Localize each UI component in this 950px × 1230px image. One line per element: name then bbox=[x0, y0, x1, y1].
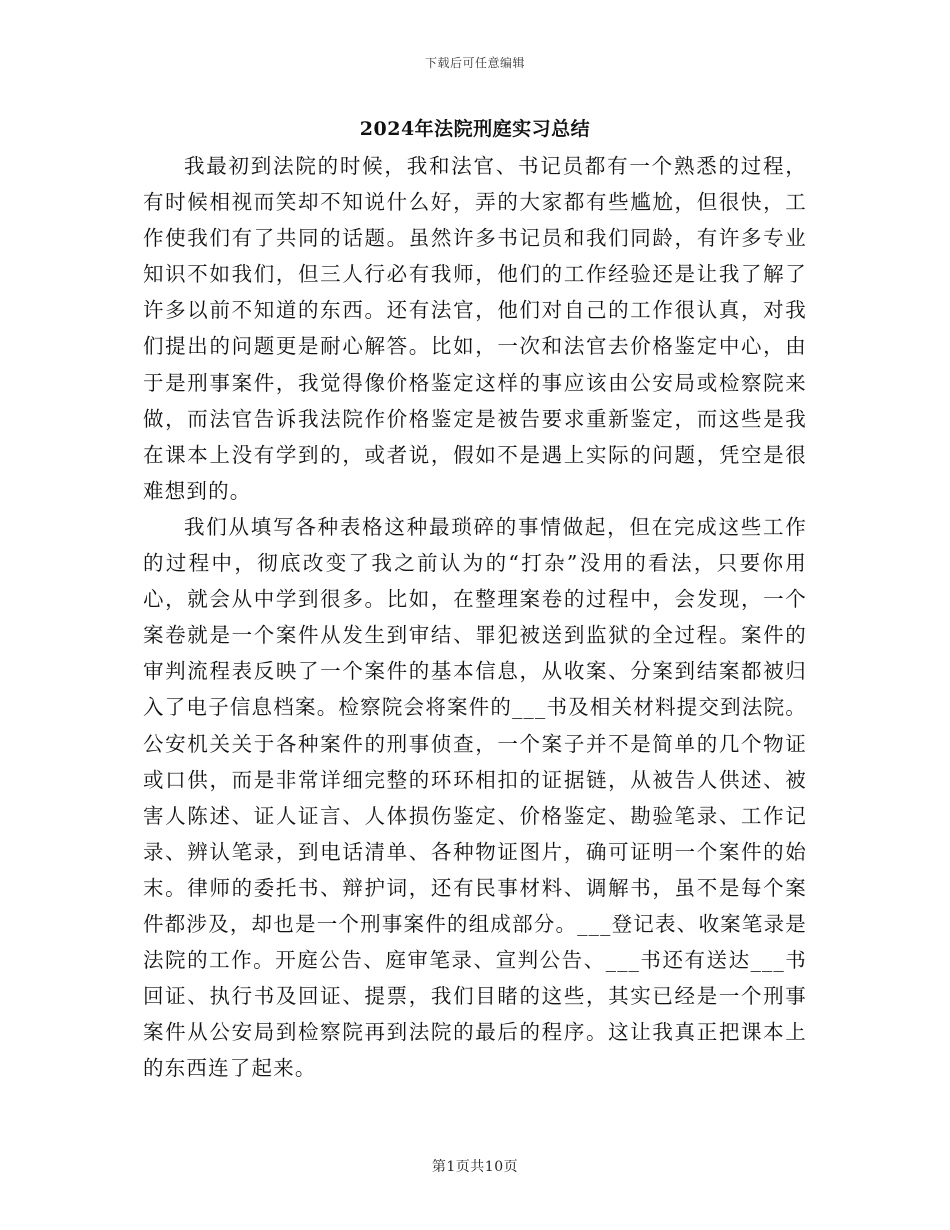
page-number: 第1页共10页 bbox=[431, 1159, 519, 1175]
header-note: 下载后可任意编辑 bbox=[424, 56, 525, 70]
paragraph-1: 我最初到法院的时候，我和法官、书记员都有一个熟悉的过程，有时候相视而笑却不知说什么好，弄的大家都有些尴尬，但很快，工作使我们有了共同的话题。虽然许多书记员和我们同龄，有许多专业知识不如我们，但三人行必有我师，他们的工作经验还是让我了解了许多以前不知道的东西。还有法官，他们对自己的工作很认真，对我们提出的问题更是耐心解答。比如，一次和法官去价格鉴定中心，由于是刑事案件，我觉得像价格鉴定这样的事应该由公安局或检察院来做，而法官告诉我法院作价格鉴定是被告要求重新鉴定，而这些是我在课本上没有学到的，或者说，假如不是遇上实际的问题，凭空是很难想到的。 bbox=[143, 154, 807, 503]
document-body bbox=[143, 148, 807, 1086]
document-title: 2024年法院刑庭实习总结 bbox=[359, 118, 591, 140]
paragraph-2: 我们从填写各种表格这种最琐碎的事情做起，但在完成这些工作的过程中，彻底改变了我之前认为的“打杂”没用的看法，只要你用心，就会从中学到很多。比如，在整理案卷的过程中，会发现，一个案卷就是一个案件从发生到审结、罪犯被送到监狱的全过程。案件的审判流程表反映了一个案件的基本信息，从收案、分案到结案都被归入了电子信息档案。检察院会将案件的___书及相关材料提交到法院。公安机关关于各种案件的刑事侦查，一个案子并不是简单的几个物证或口供，而是非常详细完整的环环相扣的证据链，从被告人供述、被害人陈述、证人证言、人体损伤鉴定、价格鉴定、勘验笔录、工作记录、辨认笔录，到电话清单、各种物证图片，确可证明一个案件的始末。律师的委托书、辩护词，还有民事材料、调解书，虽不是每个案件都涉及，却也是一个刑事案件的组成部分。___登记表、收案笔录是法院的工作。开庭公告、庭审笔录、宣判公告、___书还有送达___书回证、执行书及回证、提票，我们目睹的这些，其实已经是一个刑事案件从公安局到检察院再到法院的最后的程序。这让我真正把课本上的东西连了起来。 bbox=[143, 514, 807, 1081]
